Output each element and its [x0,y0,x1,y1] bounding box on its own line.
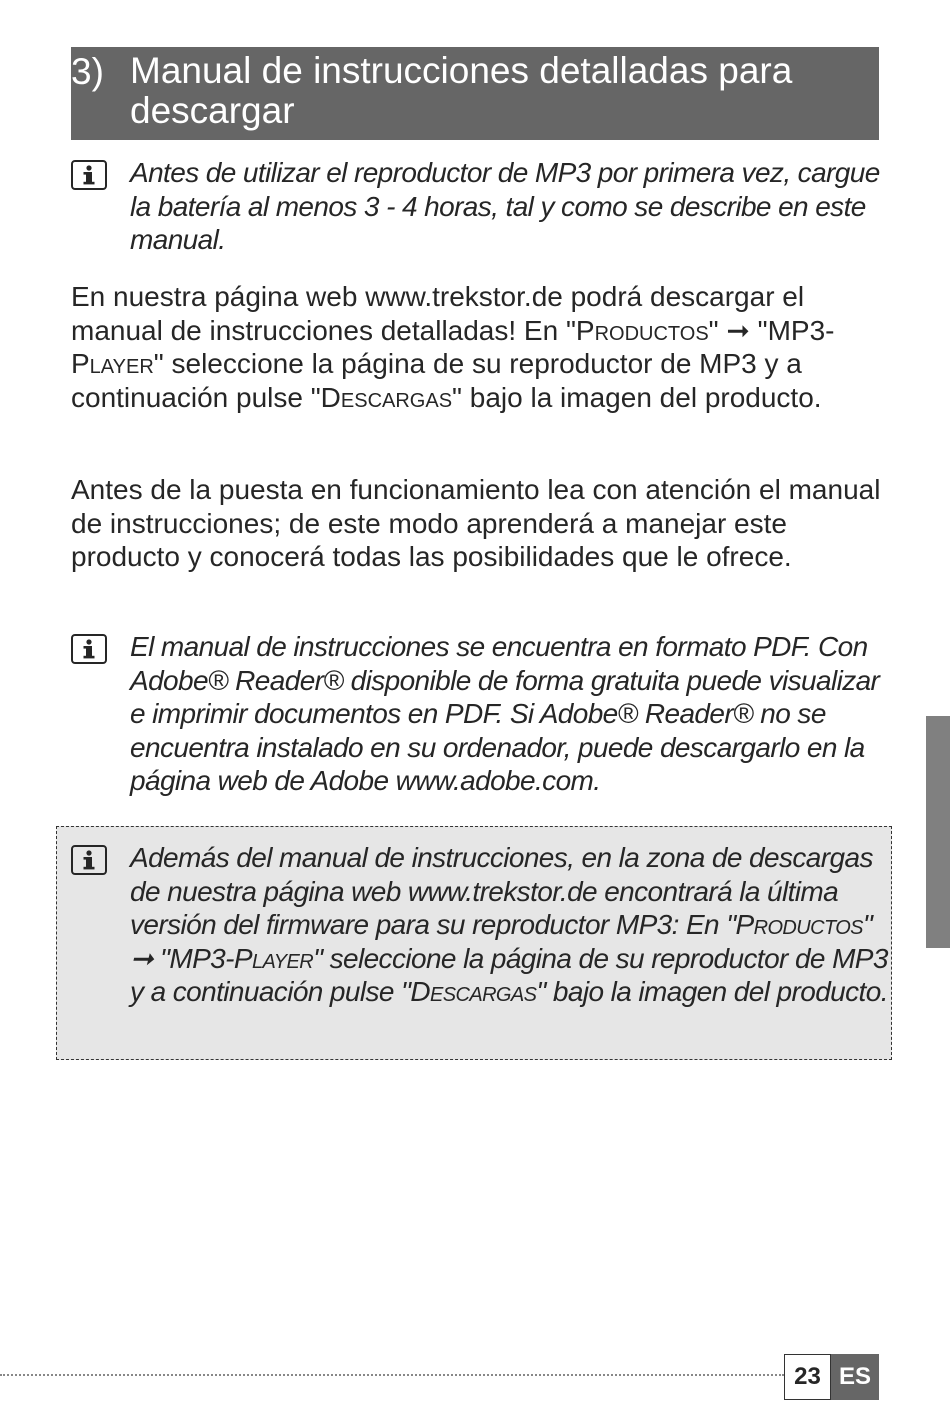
page-number: 23 [784,1354,831,1400]
section-header [71,47,879,140]
section-title: Manual de instrucciones detalladas para descargar [130,50,793,131]
menu-descargas: Descargas [320,381,453,413]
info-icon [71,845,107,875]
note-text: Antes de utilizar el reproductor de MP3 por primera vez, cargue la batería al menos 3 - 4 horas, tal y como se describe en este manual. [130,157,880,256]
menu-productos: Productos [575,314,709,346]
menu-productos: Productos [735,909,863,941]
info-icon [71,634,107,664]
menu-descargas: Descargas [410,976,537,1008]
footer-dotted-line [0,1374,784,1376]
paragraph-download-manual: En nuestra página web www.trekstor.de podrá descargar el manual de instrucciones detalladas! En "Productos" ➞ "MP3-Player" seleccione la página de su reproductor de MP3 y a continuación pulse "Descargas" bajo la imagen del producto. [71,281,835,413]
language-badge: ES [831,1354,879,1400]
info-icon [71,160,107,190]
menu-player: Player [71,348,154,380]
menu-player: Player [233,942,314,974]
paragraph-read-manual: Antes de la puesta en funcionamiento lea con atención el manual de instrucciones; de este modo aprenderá a manejar este producto y conocerá todas las posibilidades que le ofrece. [71,474,881,573]
note-text: Además del manual de instrucciones, en la zona de descargas de nuestra página web www.trekstor.de encontrará la última versión del firmware para su reproductor MP3: En "Productos" ➞ "MP3-Player" seleccione la página de su reproductor de MP3 y a continuación pulse "Descargas" bajo la imagen del producto. [130,842,888,1008]
section-number: 3) [71,51,104,92]
side-tab-marker [926,716,950,948]
note-text: El manual de instrucciones se encuentra en formato PDF. Con Adobe® Reader® disponible de forma gratuita puede visualizar e imprimir documentos en PDF. Si Adobe® Reader® no se encuentra instalado en su ordenador, puede descargarlo en la página web de Adobe www.adobe.com. [130,631,880,797]
